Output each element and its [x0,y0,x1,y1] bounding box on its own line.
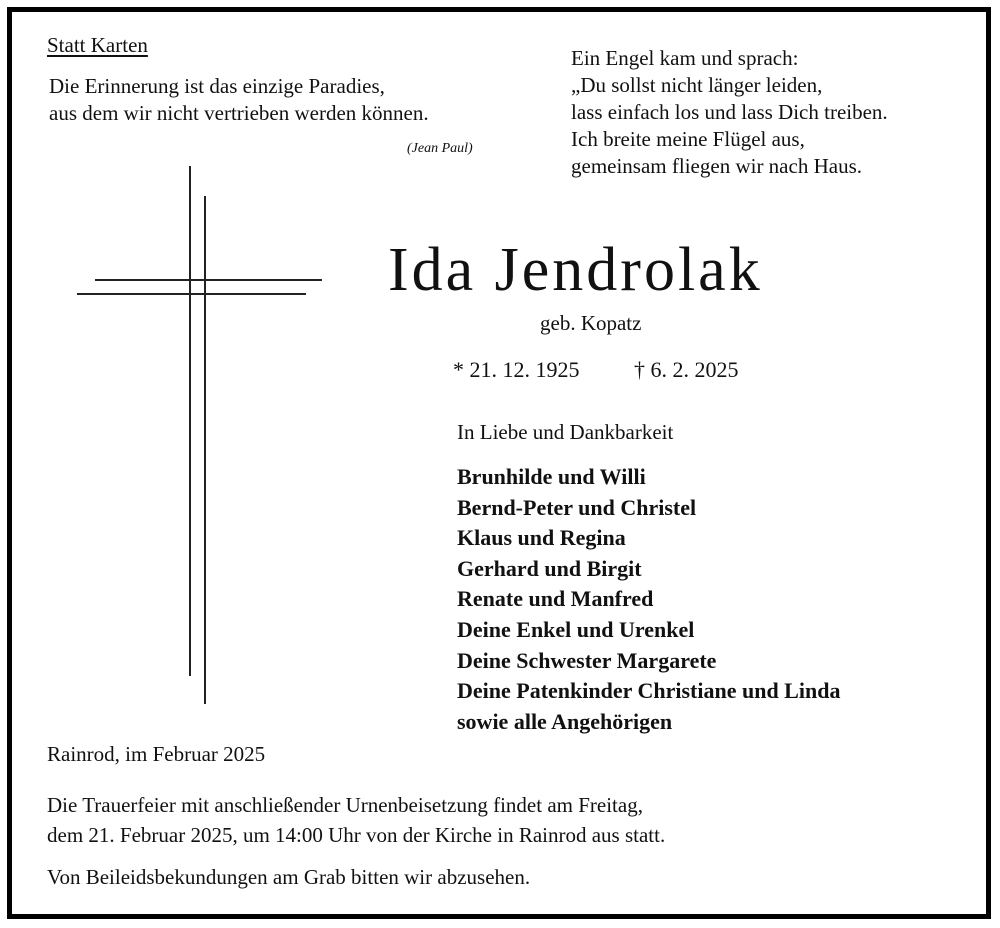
quote-left-line: Die Erinnerung ist das einzige Paradies, [49,74,385,98]
cross-horizontal-line [95,279,322,281]
service-line: Die Trauerfeier mit anschließender Urnenbeisetzung findet am Freitag, [47,793,643,817]
quote-right-line: Ich breite meine Flügel aus, [571,127,805,151]
mourner-item: Gerhard und Birgit [457,555,642,581]
mourner-item: Renate und Manfred [457,586,654,612]
service-line: dem 21. Februar 2025, um 14:00 Uhr von der Kirche in Rainrod aus statt. [47,823,666,847]
quote-right-line: lass einfach los und lass Dich treiben. [571,100,888,124]
service-info [47,790,665,850]
quote-right-line: Ein Engel kam und sprach: [571,46,799,70]
quote-left [49,73,429,127]
cross-vertical-line [189,166,191,676]
mourner-item: Brunhilde und Willi [457,464,646,489]
quote-right-line: gemeinsam fliegen wir nach Haus. [571,154,862,178]
mourner-item: Klaus und Regina [457,525,626,551]
place-date: Rainrod, im Februar 2025 [47,742,266,766]
mourner-item: Deine Patenkinder Christiane und Linda [457,678,841,704]
quote-left-line: aus dem wir nicht vertrieben werden können. [49,101,429,125]
thanks-line: In Liebe und Dankbarkeit [457,420,674,444]
mourner-item: Deine Enkel und Urenkel [457,616,695,642]
mourner-item: Bernd-Peter und Christel [457,494,697,520]
deceased-name: Ida Jendrolak [388,236,763,304]
mourner-item: sowie alle Angehörigen [457,708,673,734]
quote-right-line: „Du sollst nicht länger leiden, [571,73,823,97]
quote-author: (Jean Paul) [407,141,473,156]
birth-date: * 21. 12. 1925 [453,357,580,382]
cross-horizontal-line [77,293,306,295]
death-date: † 6. 2. 2025 [634,357,739,382]
mourner-item: Deine Schwester Margarete [457,647,717,673]
cross-vertical-line [204,196,206,704]
maiden-name: geb. Kopatz [540,311,642,335]
quote-right [571,45,888,180]
condolences-note: Von Beileidsbekundungen am Grab bitten wir abzusehen. [47,865,531,889]
mourners-list [457,462,840,737]
notice-heading: Statt Karten [47,33,148,57]
